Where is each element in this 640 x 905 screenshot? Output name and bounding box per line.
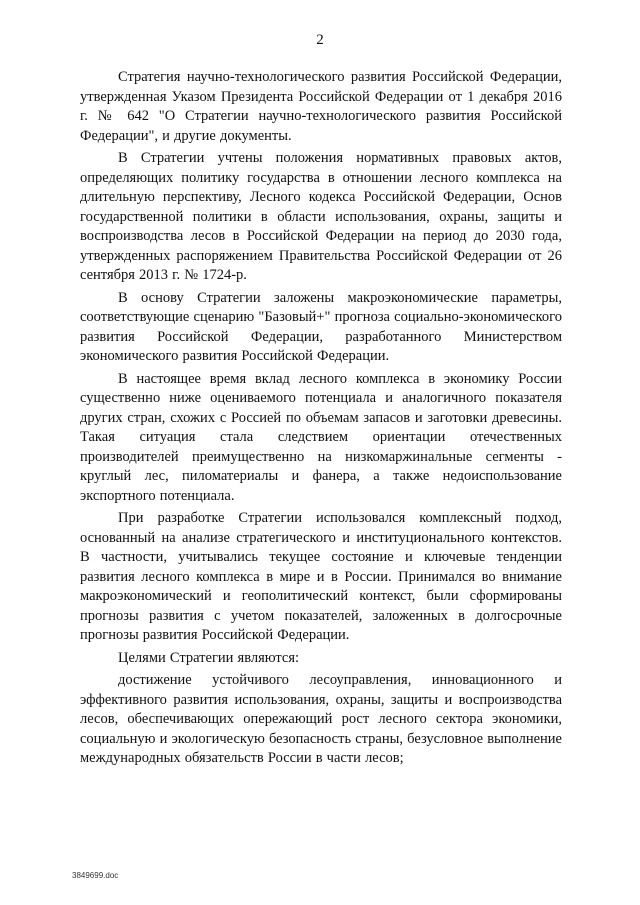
page-number: 2 [316, 32, 324, 48]
document-body [80, 68, 562, 769]
paragraph-goals-heading: Целями Стратегии являются: [118, 649, 300, 666]
paragraph-current-situation: В настоящее время вклад лесного комплекса в экономику России существенно ниже оцениваемого потенциала и аналогичного показателя других стран, схожих с Россией по объемам запасов и заготовки древесины. Такая ситуация стала следствием ориентации отечественных производителей преимущественно на низкомаржинальные сегменты - круглый лес, пиломатериалы и фанера, а также недоиспользование экспортного потенциала. [80, 370, 562, 504]
paragraph-strategy-reference: Стратегия научно-технологического развития Российской Федерации, утвержденная Указом Президента Российской Федерации от 1 декабря 2016 г. № 642 "О Стратегии научно-технологического развития Российской Федерации", и другие документы. [80, 69, 562, 144]
paragraph-legal-acts: В Стратегии учтены положения нормативных правовых актов, определяющих политику государства в отношении лесного комплекса на длительную перспективу, Лесного кодекса Российской Федерации, Основ государственной политики в области использования, охраны, защиты и воспроизводства лесов в Российской Федерации на период до 2030 года, утвержденных распоряжением Правительства Российской Федерации от 26 сентября 2013 г. № 1724-р. [80, 150, 562, 283]
footer-document-code: 3849699.doc [72, 871, 119, 880]
paragraph-approach: При разработке Стратегии использовался комплексный подход, основанный на анализе стратегического и институционального контекстов. В частности, учитывались текущее состояние и ключевые тенденции развития лесного комплекса в мире и в России. Принимался во внимание макроэкономический и геополитический контекст, были сформированы прогнозы развития с учетом показателей, заложенных в долгосрочные прогнозы развития Российской Федерации. [80, 510, 562, 643]
paragraph-goal-item: достижение устойчивого лесоуправления, инновационного и эффективного развития использования, охраны, защиты и воспроизводства лесов, обеспечивающих опережающий рост лесного сектора экономики, социальную и экологическую безопасность страны, безусловное выполнение международных обязательств России в части лесов; [80, 672, 562, 766]
paragraph-macroeconomic-basis: В основу Стратегии заложены макроэкономические параметры, соответствующие сценарию "Базовый+" прогноза социально-экономического развития Российской Федерации, разработанного Министерством экономического развития Российской Федерации. [80, 289, 562, 364]
